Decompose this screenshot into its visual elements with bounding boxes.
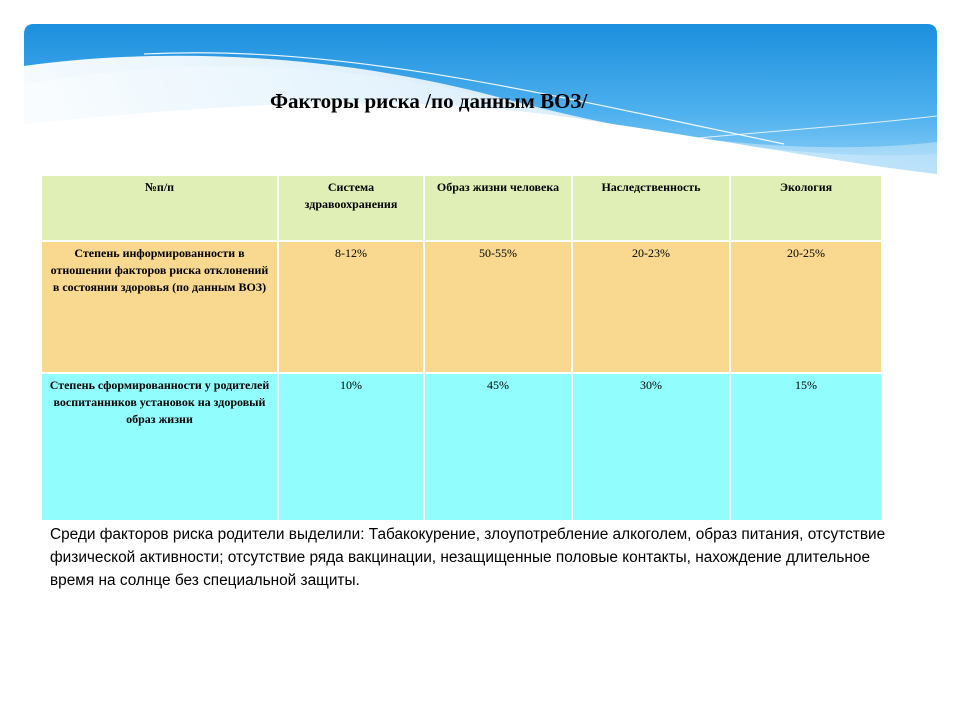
table-cell: 8-12% (278, 241, 424, 373)
table-row (41, 241, 882, 373)
table-header-row (41, 175, 882, 241)
table-row (41, 373, 882, 521)
table-cell: 30% (572, 373, 730, 521)
row-label: Степень сформированности у родителей воспитанников установок на здоровый образ жизни (41, 373, 278, 521)
table-cell: 15% (730, 373, 882, 521)
header-cell-ecology: Экология (730, 175, 882, 241)
header-cell-heredity: Наследственность (572, 175, 730, 241)
summary-note: Среди факторов риска родители выделили: Табакокурение, злоупотребление алкоголем, образ питания, отсутствие физической активности; отсутствие ряда вакцинации, незащищенные половые контакты, нахождение длительное время на солнце без специальной защиты. (50, 526, 886, 589)
table-cell: 45% (424, 373, 572, 521)
table-cell: 10% (278, 373, 424, 521)
table-cell: 50-55% (424, 241, 572, 373)
risk-factors-table (40, 174, 883, 522)
header-cell-healthcare: Система здравоохранения (278, 175, 424, 241)
header-cell-number: №п/п (41, 175, 278, 241)
table-cell: 20-23% (572, 241, 730, 373)
row-label: Степень информированности в отношении факторов риска отклонений в состоянии здоровья (по данным ВОЗ) (41, 241, 278, 373)
header-cell-lifestyle: Образ жизни человека (424, 175, 572, 241)
table-cell: 20-25% (730, 241, 882, 373)
slide-title: Факторы риска /по данным ВОЗ/ (270, 89, 588, 113)
